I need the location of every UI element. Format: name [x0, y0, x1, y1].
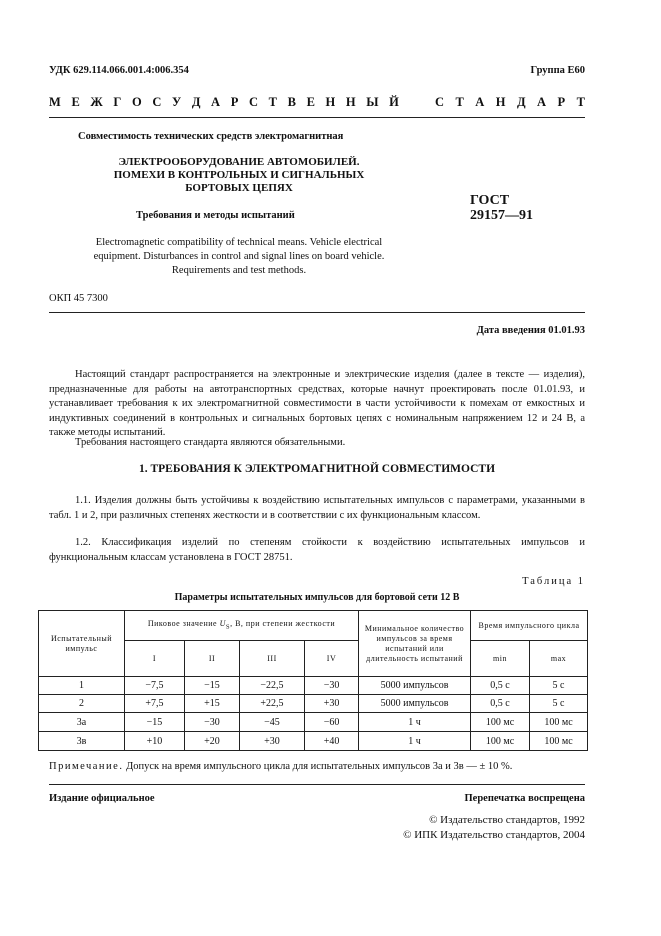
clause-1-2: 1.2. Классификация изделий по степеням стойкости к воздействию испытательных импульсов и функциональным классам установлена в ГОСТ 28751.: [49, 537, 585, 563]
cell-count: 1 ч: [359, 732, 471, 751]
clause-1-1: 1.1. Изделия должны быть устойчивы к воздействию испытательных импульсов с параметрами, указанными в табл. 1 и 2, при различных степенях жесткости и в соответствии с их функциональным классом.: [49, 495, 585, 521]
cell-level-3: −22,5: [240, 677, 305, 695]
banner-letter: У: [172, 95, 182, 109]
english-line-2: equipment. Disturbances in control and signal lines on board vehicle.: [93, 251, 385, 262]
header-cycle-time: Время импульсного цикла: [471, 611, 588, 641]
cell-min: 100 мс: [471, 732, 530, 751]
compatibility-heading: Совместимость технических средств электромагнитная: [78, 131, 344, 142]
gost-label: ГОСТ: [470, 193, 510, 208]
banner-letter: С: [152, 95, 162, 109]
header-min-count: Минимальное количество импульсов за время испытаний или длительность испытаний: [359, 611, 471, 677]
header-peak-text-b: , В, при степени жесткости: [230, 618, 336, 628]
udk-code: УДК 629.114.066.001.4:006.354: [49, 65, 189, 76]
banner-letter: В: [287, 95, 296, 109]
table-number: Таблица 1: [522, 576, 585, 587]
section-heading: 1. ТРЕБОВАНИЯ К ЭЛЕКТРОМАГНИТНОЙ СОВМЕСТИМОСТИ: [138, 463, 496, 475]
reprint-notice: Перепечатка воспрещена: [464, 793, 585, 804]
copyright-1992: © Издательство стандартов, 1992: [429, 814, 585, 826]
cell-level-2: +20: [185, 732, 240, 751]
standard-banner: [49, 95, 585, 110]
header-peak-voltage: [125, 611, 359, 641]
banner-word-1: [49, 95, 399, 110]
banner-letter: Д: [516, 95, 526, 109]
banner-letter: Т: [455, 95, 464, 109]
cell-level-3: +22,5: [240, 695, 305, 713]
cell-count: 1 ч: [359, 713, 471, 732]
table-row: [39, 732, 588, 751]
cell-level-1: −7,5: [125, 677, 185, 695]
note-text: Допуск на время импульсного цикла для испытательных импульсов 3а и 3в — ± 10 %.: [123, 761, 513, 772]
banner-letter: А: [475, 95, 485, 109]
header-peak-sub: S: [225, 623, 231, 631]
cell-min: 0,5 с: [471, 677, 530, 695]
cell-level-4: +30: [305, 695, 359, 713]
cell-max: 5 с: [530, 677, 588, 695]
header-peak-symbol: U: [219, 618, 226, 628]
banner-letter: Е: [71, 95, 80, 109]
banner-letter: Д: [191, 95, 201, 109]
banner-letter: Е: [306, 95, 315, 109]
cell-max: 5 с: [530, 695, 588, 713]
cell-pulse: 3в: [39, 732, 125, 751]
banner-letter: Ы: [366, 95, 379, 109]
middle-rule: [49, 312, 585, 313]
banner-letter: М: [49, 95, 61, 109]
document-subtitle: Требования и методы испытаний: [136, 210, 295, 221]
effective-date: Дата введения 01.01.93: [476, 325, 585, 336]
banner-letter: Н: [495, 95, 506, 109]
top-rule: [49, 117, 585, 118]
cell-count: 5000 импульсов: [359, 677, 471, 695]
header-min: min: [471, 641, 530, 677]
cell-level-3: +30: [240, 732, 305, 751]
banner-letter: Г: [113, 95, 122, 109]
banner-letter: Т: [268, 95, 277, 109]
banner-word-2: [435, 95, 585, 110]
cell-pulse: 1: [39, 677, 125, 695]
copyright-2004: © ИПК Издательство стандартов, 2004: [403, 829, 585, 841]
group-code: Группа Е60: [530, 65, 585, 76]
english-title: [49, 236, 429, 278]
title-line-1: ЭЛЕКТРООБОРУДОВАНИЕ АВТОМОБИЛЕЙ.: [118, 156, 360, 168]
banner-letter: Н: [325, 95, 336, 109]
banner-letter: О: [131, 95, 142, 109]
header-max: max: [530, 641, 588, 677]
banner-letter: А: [537, 95, 547, 109]
okp-code: ОКП 45 7300: [49, 293, 108, 304]
table-row: [39, 713, 588, 732]
cell-level-2: +15: [185, 695, 240, 713]
cell-max: 100 мс: [530, 713, 588, 732]
cell-count: 5000 импульсов: [359, 695, 471, 713]
gost-designation: [470, 193, 533, 223]
cell-pulse: 3а: [39, 713, 125, 732]
gost-number: 29157—91: [470, 208, 533, 223]
header-level-4: IV: [305, 641, 359, 677]
cell-level-4: −60: [305, 713, 359, 732]
title-line-2: ПОМЕХИ В КОНТРОЛЬНЫХ И СИГНАЛЬНЫХ: [113, 169, 365, 181]
table-caption: Параметры испытательных импульсов для бортовой сети 12 В: [174, 592, 460, 603]
table-note: [49, 761, 589, 772]
english-line-3: Requirements and test methods.: [171, 265, 307, 276]
banner-letter: С: [248, 95, 258, 109]
banner-letter: Н: [345, 95, 356, 109]
banner-letter: Т: [576, 95, 585, 109]
mandatory-paragraph: Требования настоящего стандарта являются обязательными.: [75, 437, 346, 448]
header-peak-text-a: Пиковое значение: [147, 618, 220, 628]
note-label: Примечание.: [49, 761, 124, 772]
banner-letter: А: [211, 95, 221, 109]
header-level-1: I: [125, 641, 185, 677]
cell-level-4: −30: [305, 677, 359, 695]
cell-level-2: −30: [185, 713, 240, 732]
banner-letter: Р: [557, 95, 566, 109]
header-pulse: Испытательный импульс: [39, 611, 125, 677]
cell-level-1: +10: [125, 732, 185, 751]
bottom-rule: [49, 784, 585, 785]
cell-max: 100 мс: [530, 732, 588, 751]
intro-paragraph: Настоящий стандарт распространяется на электронные и электрические изделия (далее в тексте — изделия), предназначенные для работы на автотранспортных средствах, которые начнут проектировать после 01.01.93, и устанавливает требования к их электромагнитной совместимости в части устойчивости к помехам от емкостных и индуктивных соединений в контрольных и сигнальных бортовых цепях с номинальным напряжением 12 и 24 В, а также методы испытаний.: [49, 369, 585, 438]
table-row: [39, 677, 588, 695]
cell-pulse: 2: [39, 695, 125, 713]
cell-level-1: −15: [125, 713, 185, 732]
banner-letter: Й: [389, 95, 399, 109]
english-line-1: Electromagnetic compatibility of technical means. Vehicle electrical: [95, 237, 383, 248]
banner-letter: Р: [230, 95, 239, 109]
pulse-parameters-table: [38, 610, 588, 751]
banner-letter: Ж: [90, 95, 103, 109]
cell-level-3: −45: [240, 713, 305, 732]
banner-letter: С: [435, 95, 445, 109]
header-level-2: II: [185, 641, 240, 677]
edition-label: Издание официальное: [49, 793, 155, 804]
cell-level-2: −15: [185, 677, 240, 695]
cell-level-4: +40: [305, 732, 359, 751]
table-row: [39, 695, 588, 713]
cell-min: 100 мс: [471, 713, 530, 732]
title-line-3: БОРТОВЫХ ЦЕПЯХ: [185, 182, 293, 194]
header-level-3: III: [240, 641, 305, 677]
cell-min: 0,5 с: [471, 695, 530, 713]
document-title: [49, 156, 429, 195]
cell-level-1: +7,5: [125, 695, 185, 713]
